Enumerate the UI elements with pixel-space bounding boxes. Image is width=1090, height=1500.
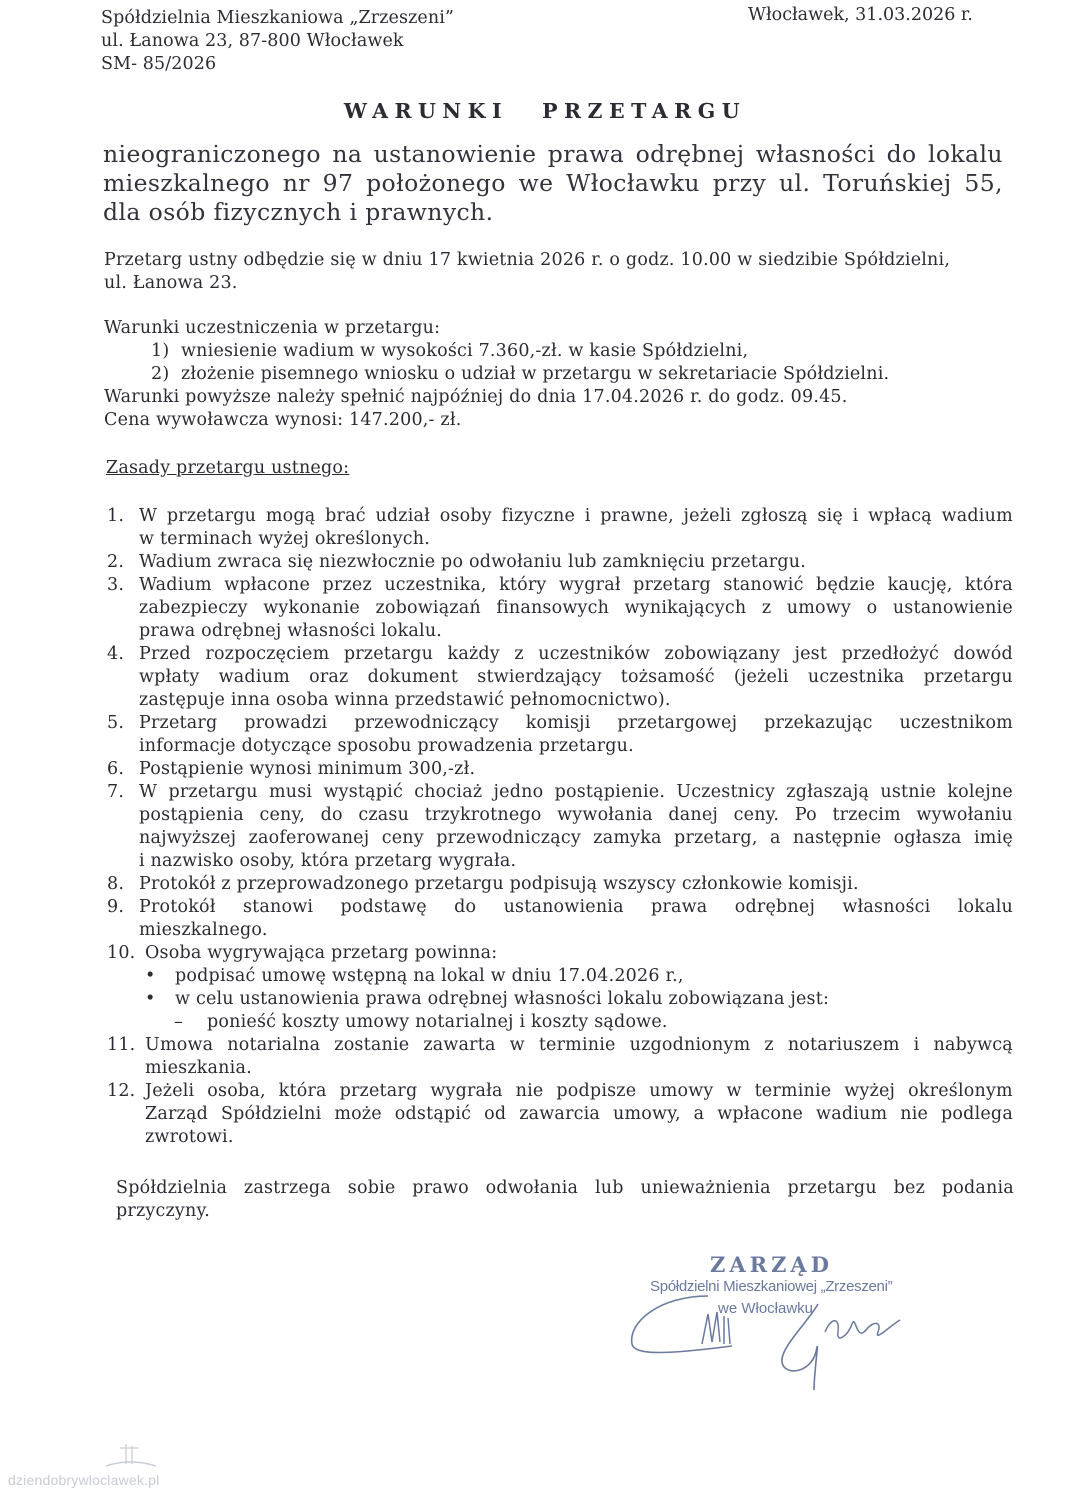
final-note [116,1177,1014,1223]
rule-number: 4. [107,644,125,664]
word: najwyższej [139,828,237,848]
word: a [693,1104,705,1124]
rule-number: 9. [107,897,125,917]
word: W [139,782,158,802]
word: przez [322,575,372,595]
word: stwierdzający [477,667,602,687]
rule-line: prawa odrębnej własności lokalu. [139,621,443,641]
word: brać [325,506,366,526]
bullet-icon: • [145,966,156,986]
word: która [964,575,1013,595]
word: odrębnej [734,897,816,917]
word: unieważnienia [640,1178,771,1198]
word: prawne, [600,506,674,526]
word: mogą [265,506,316,526]
rule-number: 8. [107,874,125,894]
word: lokalu [957,897,1013,917]
rule-bullet: • podpisać umowę wstępną na lokal w dniu 17.04.2026 r., [145,966,684,986]
word: udział [375,506,431,526]
word: prawo [412,1178,469,1198]
word: kaucję, [887,575,953,595]
word: która [278,1081,327,1101]
watermark-icon [96,1436,166,1472]
word: 97 [322,169,354,197]
word: nieograniczonego [103,140,321,168]
word: i [852,506,859,526]
word: W [139,506,158,526]
word: uzgodnionym [629,1035,751,1055]
rule-sub-dash: – ponieść koszty umowy notarialnej i koszty sądowe. [174,1012,668,1032]
rule-item [107,643,1013,712]
source-watermark: dziendobrywloclawek.pl [8,1472,160,1488]
word: który [499,575,547,595]
word: do [886,140,917,168]
rule-line [139,505,1013,528]
word: rozpoczęciem [205,644,330,664]
word: Włocławku [566,169,700,197]
word: z [764,1035,774,1055]
subtitle-line [103,169,1003,198]
auction-info-line-2: ul. Łanowa 23. [104,273,238,293]
word: zabezpieczy [139,598,248,618]
rule-number: 11. [107,1035,136,1055]
word: przetargu [166,506,257,526]
word: ogłasza [893,828,962,848]
word: własności [755,140,876,168]
word: mieszkalnego [103,169,270,197]
rule-line [139,827,1013,850]
word: wpłacone [224,575,311,595]
rule-text [139,873,1013,896]
word: do [320,805,343,825]
word: zawarta [423,1035,496,1055]
word: musi [268,782,313,802]
word: nr [282,169,310,197]
word: przetarg [339,1081,418,1101]
rule-item [107,574,1013,643]
rule-text [145,942,1013,965]
rules-list [107,505,1013,1149]
word: wadium [816,1104,888,1124]
word: Zarząd [145,1104,209,1124]
word: uczestnika [807,667,905,687]
rule-bullet: • w celu ustanowienia prawa odrębnej własności lokalu zobowiązana jest: [145,989,830,1009]
word: umowy, [613,1104,681,1124]
rule-text [139,505,1013,551]
participation-conditions [104,317,924,432]
rule-line: Postąpienie wynosi minimum 300,-zł. [139,759,476,779]
rule-line: informacje dotyczące sposobu prowadzenia przetargu. [139,736,634,756]
subtitle-line [103,140,1003,169]
word: danej [668,805,719,825]
word: postąpienia [139,805,244,825]
word: imię [973,828,1013,848]
word: wykonanie [263,598,360,618]
condition-item: 2) złożenie pisemnego wniosku o udział w przetargu w sekretariacie Spółdzielni. [151,364,890,384]
word: przetargu [787,1178,877,1198]
word: chociaż [414,782,483,802]
word: komisji [525,713,591,733]
word: prawa [651,897,708,917]
word: prowadzi [244,713,328,733]
word: i [913,1035,920,1055]
word: w [509,1035,525,1055]
word: uczestników [538,644,651,664]
word: odrębnej [635,140,745,168]
word: Toruńskiej [823,169,952,197]
stamp-heading: ZARZĄD [710,1252,833,1277]
word: terminie [754,1081,832,1101]
word: ul. [779,169,811,197]
word: wpłaty [139,667,200,687]
conditions-deadline: Warunki powyższe należy spełnić najpóźniej do dnia 17.04.2026 r. do godz. 09.45. [104,387,848,407]
rule-line [139,574,1013,597]
rule-number: 2. [107,552,125,572]
rule-line [139,804,1013,827]
word: wpłacą [868,506,932,526]
rule-item [107,896,1013,942]
final-note-line-1 [116,1177,1014,1200]
word: Protokół [139,897,216,917]
word: wadium [218,667,290,687]
rule-line [145,1103,1013,1126]
rule-item [107,758,1013,781]
word: umowy [649,1081,714,1101]
word: wynikających [624,598,747,618]
rule-line: mieszkalnego. [139,920,268,940]
word: w [726,1081,742,1101]
word: lub [594,1178,624,1198]
word: we [518,169,554,197]
place-date: Włocławek, 31.03.2026 r. [748,5,973,25]
word: Przetarg [139,713,218,733]
word: podania [941,1178,1014,1198]
rule-line: Protokół z przeprowadzonego przetargu podpisują wszyscy członkowie komisji. [139,874,859,894]
title-word-2: PRZETARGU [542,99,747,123]
word: przetargu [168,782,258,802]
word: lokalu [927,140,1003,168]
word: ceny, [259,805,306,825]
condition-item: 1) wniesienie wadium w wysokości 7.360,-zł. w kasie Spółdzielni, [151,341,749,361]
rule-item [107,712,1013,758]
word: postąpienie. [554,782,666,802]
word: stanowić [723,575,804,595]
word: wyżej [844,1081,896,1101]
word: wpłacone [717,1104,804,1124]
rule-number: 5. [107,713,125,733]
word: się [817,506,843,526]
word: wygrał [558,575,621,595]
word: zobowiązań [375,598,481,618]
rule-item [107,781,1013,873]
word: notarialna [227,1035,321,1055]
word: osoba, [207,1081,266,1101]
word: z [761,598,772,618]
rule-line: Wadium zwraca się niezwłocznie po odwołaniu lub zamknięciu przetargu. [139,552,806,572]
word: następnie [792,828,882,848]
word: dowód [953,644,1013,664]
handwritten-signature [620,1252,920,1402]
rule-line [139,643,1013,666]
word: zostanie [334,1035,410,1055]
word: zastrzega [243,1178,331,1198]
word: jest [794,644,828,664]
rule-number: 3. [107,575,125,595]
word: Spółdzielnia [116,1178,228,1198]
word: zgłaszają [786,782,870,802]
word: podlega [941,1104,1013,1124]
word: trzecim [832,805,901,825]
word: 55, [964,169,1003,197]
word: ustanowienie [373,140,537,168]
rule-item [107,551,1013,574]
word: położonego [366,169,506,197]
word: nie [515,1081,544,1101]
rule-number: 12. [107,1081,136,1101]
word: dokument [367,667,459,687]
word: przy [712,169,767,197]
word: z [514,644,524,664]
rule-text [145,1034,1013,1080]
rule-item [107,942,1013,965]
org-name: Spółdzielnia Mieszkaniowa „Zrzeszeni” [101,8,454,28]
word: podpisze [556,1081,637,1101]
final-note-line-2: przyczyny. [116,1201,210,1221]
word: odwołania [485,1178,579,1198]
title-word-1: WARUNKI [343,99,509,123]
word: zaoferowanej [248,828,370,848]
word: określonym [908,1081,1013,1101]
rule-text [139,758,1013,781]
word: Po [794,805,817,825]
word: wywołania [557,805,653,825]
stamp-city: we Włocławku [718,1300,814,1317]
word: do [454,897,477,917]
rule-line [139,597,1013,620]
word: zawarcia [519,1104,601,1124]
starting-price: Cena wywoławcza wynosi: 147.200,- zł. [104,410,462,430]
word: zgłoszą [741,506,808,526]
word: ustnie [880,782,937,802]
word: ceny [381,828,424,848]
rule-number: 6. [107,759,125,779]
auction-info-line-1: Przetarg ustny odbędzie się w dniu 17 kwietnia 2026 r. o godz. 10.00 w siedzibie Spółdzielni, [104,250,951,270]
word: fizyczne [501,506,576,526]
word: jedno [493,782,544,802]
word: podstawę [340,897,427,917]
word: ustanowienie [892,598,1013,618]
rule-text [139,574,1013,643]
rule-line: zwrotowi. [145,1127,234,1147]
word: ustanowienia [503,897,624,917]
word: przetarg [633,575,711,595]
word: jeżeli [683,506,732,526]
rule-line: mieszkania. [145,1058,252,1078]
word: Przed [139,644,191,664]
word: przekazując [764,713,873,733]
conditions-intro: Warunki uczestniczenia w przetargu: [104,318,441,338]
rule-line [139,666,1013,689]
rule-item [107,873,1013,896]
word: prawa [547,140,625,168]
word: kolejne [947,782,1013,802]
rule-text [139,781,1013,873]
word: przetargu [343,644,434,664]
word: może [334,1104,382,1124]
word: będzie [816,575,876,595]
word: oraz [309,667,349,687]
word: sobie [347,1178,396,1198]
word: uczestnika, [384,575,487,595]
reference-number: SM- 85/2026 [101,54,217,74]
word: nabywcą [933,1035,1013,1055]
rule-line: Osoba wygrywająca przetarg powinna: [145,943,498,963]
word: finansowych [496,598,610,618]
rule-line: w terminach wyżej określonych. [139,529,431,549]
bullet-icon: • [145,989,156,1009]
word: tożsamość [620,667,715,687]
word: Uczestnicy [676,782,776,802]
document-title [0,99,1090,123]
word: zamyka [593,828,662,848]
rule-text [139,896,1013,942]
word: uczestnikom [899,713,1013,733]
rule-number: 10. [107,943,136,963]
word: (jeżeli [733,667,789,687]
dash-icon: – [174,1012,183,1032]
word: wadium [941,506,1013,526]
rule-text [145,1080,1013,1149]
word: przewodniczący [436,828,581,848]
word: ceny. [733,805,780,825]
word: o [866,598,878,618]
document-subtitle [103,140,1003,227]
rule-item [107,1080,1013,1149]
rule-text [139,712,1013,758]
word: trzykrotnego [424,805,542,825]
rule-text [139,643,1013,712]
word: od [484,1104,507,1124]
stamp-org-name: Spółdzielni Mieszkaniowej „Zrzeszeni” [650,1278,893,1295]
word: własności [842,897,931,917]
word: każdy [447,644,500,664]
word: nie [900,1104,929,1124]
rule-line [139,896,1013,919]
rule-line: zastępuje inna osoba winna przedstawić pełnomocnictwo). [139,690,671,710]
word: wystąpić [323,782,403,802]
word: Jeżeli [145,1081,195,1101]
word: Umowa [145,1035,214,1055]
rule-number: 7. [107,782,125,802]
word: i [584,506,591,526]
word: umowy [786,598,852,618]
word: terminie [538,1035,616,1055]
rule-text [139,551,1013,574]
rules-heading: Zasady przetargu ustnego: [106,458,350,478]
word: notariuszem [787,1035,900,1055]
word: odstąpić [394,1104,472,1124]
subtitle-line: dla osób fizycznych i prawnych. [103,198,494,226]
sender-block [101,7,454,76]
rule-item [107,1034,1013,1080]
word: przetargowej [617,713,738,733]
word: Wadium [139,575,212,595]
word: zobowiązany [664,644,781,664]
word: Spółdzielni [220,1104,322,1124]
rule-line [139,712,1013,735]
word: czasu [358,805,410,825]
word: przedłożyć [841,644,940,664]
word: stanowi [242,897,314,917]
rule-line [145,1080,1013,1103]
word: wywołaniu [916,805,1013,825]
word: przetargu [923,667,1013,687]
org-address: ul. Łanowa 23, 87-800 Włocławek [101,31,404,51]
word: osoby [439,506,492,526]
auction-info [104,249,1004,295]
word: wygrała [430,1081,503,1101]
rule-number: 1. [107,506,125,526]
board-stamp [620,1252,920,1402]
rule-line [139,781,1013,804]
word: a [769,828,781,848]
rule-line [145,1034,1013,1057]
word: przetarg, [674,828,758,848]
word: przewodniczący [354,713,499,733]
rule-item [107,505,1013,551]
rule-line: i nazwisko osoby, która przetarg wygrała. [139,851,517,871]
word: na [332,140,363,168]
word: bez [893,1178,926,1198]
